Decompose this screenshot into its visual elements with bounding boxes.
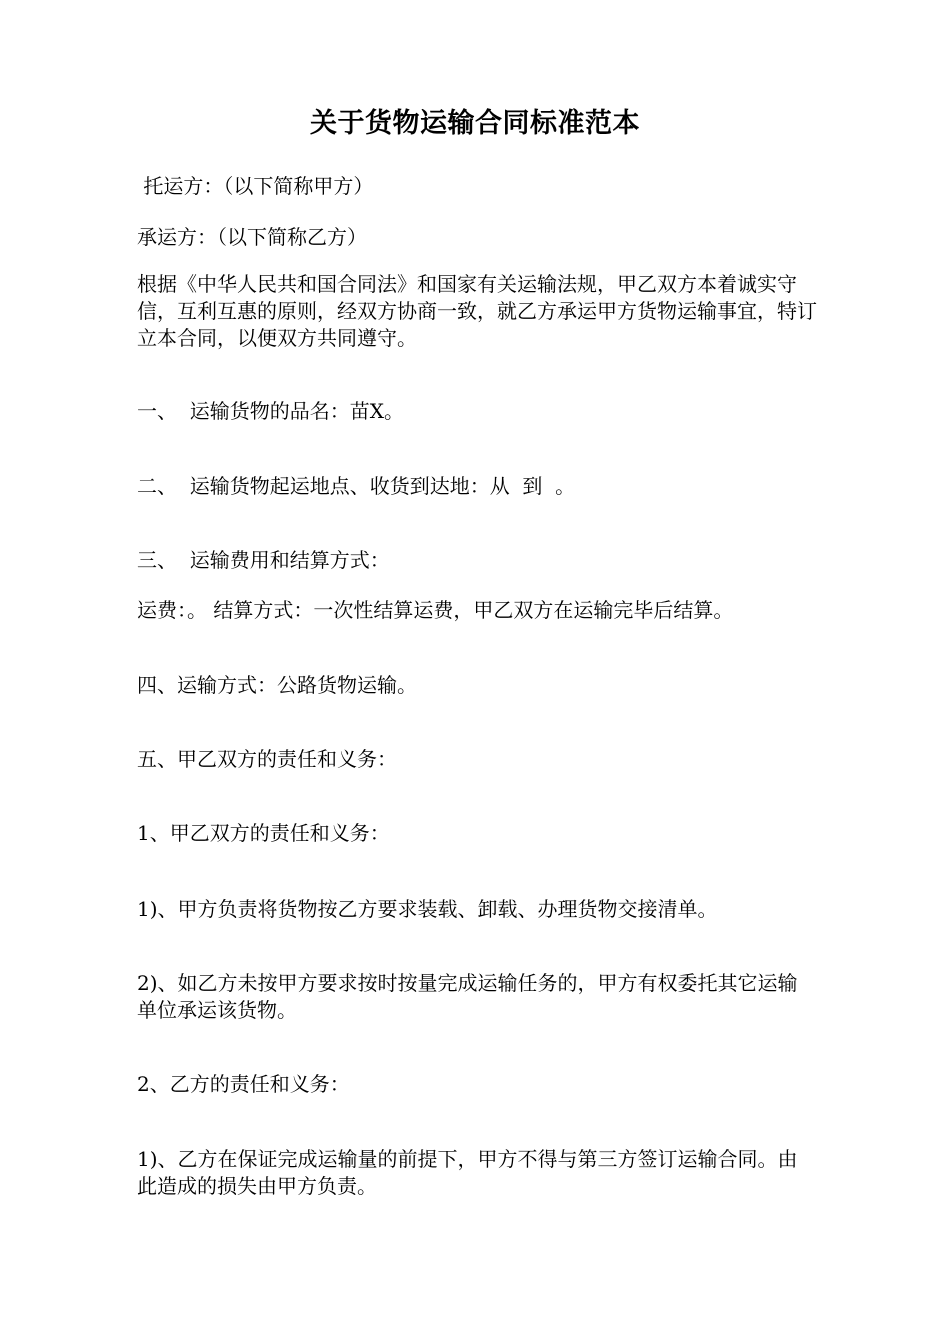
consignor-line: 托运方：（以下简称甲方） <box>137 174 374 198</box>
document-title: 关于货物运输合同标准范本 <box>310 108 640 139</box>
clause-4-transport-mode: 四、运输方式：公路货物运输。 <box>137 673 417 697</box>
subclause-2-heading: 2、乙方的责任和义务： <box>137 1072 350 1096</box>
clause-1-goods-name: 一、 运输货物的品名：苗X。 <box>137 399 404 423</box>
carrier-line: 承运方：（以下简称乙方） <box>137 225 367 249</box>
subclause-1-item-1: 1)、甲方负责将货物按乙方要求装载、卸载、办理货物交接清单。 <box>137 897 718 921</box>
clause-3-fees-heading: 三、 运输费用和结算方式： <box>137 548 390 572</box>
clause-3-fees-detail: 运费：。 结算方式：一次性结算运费，甲乙双方在运输完毕后结算。 <box>137 598 734 622</box>
subclause-2-item-1: 1)、乙方在保证完成运输量的前提下，甲方不得与第三方签订运输合同。由此造成的损失由甲方负责。 <box>137 1147 798 1198</box>
clause-2-route: 二、 运输货物起运地点、收货到达地：从 到 。 <box>137 474 576 498</box>
clause-5-responsibilities: 五、甲乙双方的责任和义务： <box>137 747 397 771</box>
subclause-1-item-2: 2)、如乙方未按甲方要求按时按量完成运输任务的，甲方有权委托其它运输单位承运该货物。 <box>137 971 798 1022</box>
subclause-1-heading: 1、甲乙双方的责任和义务： <box>137 821 390 845</box>
preamble-paragraph: 根据《中华人民共和国合同法》和国家有关运输法规，甲乙双方本着诚实守信，互利互惠的原则，经双方协商一致，就乙方承运甲方货物运输事宜，特订立本合同，以便双方共同遵守。 <box>137 272 817 350</box>
